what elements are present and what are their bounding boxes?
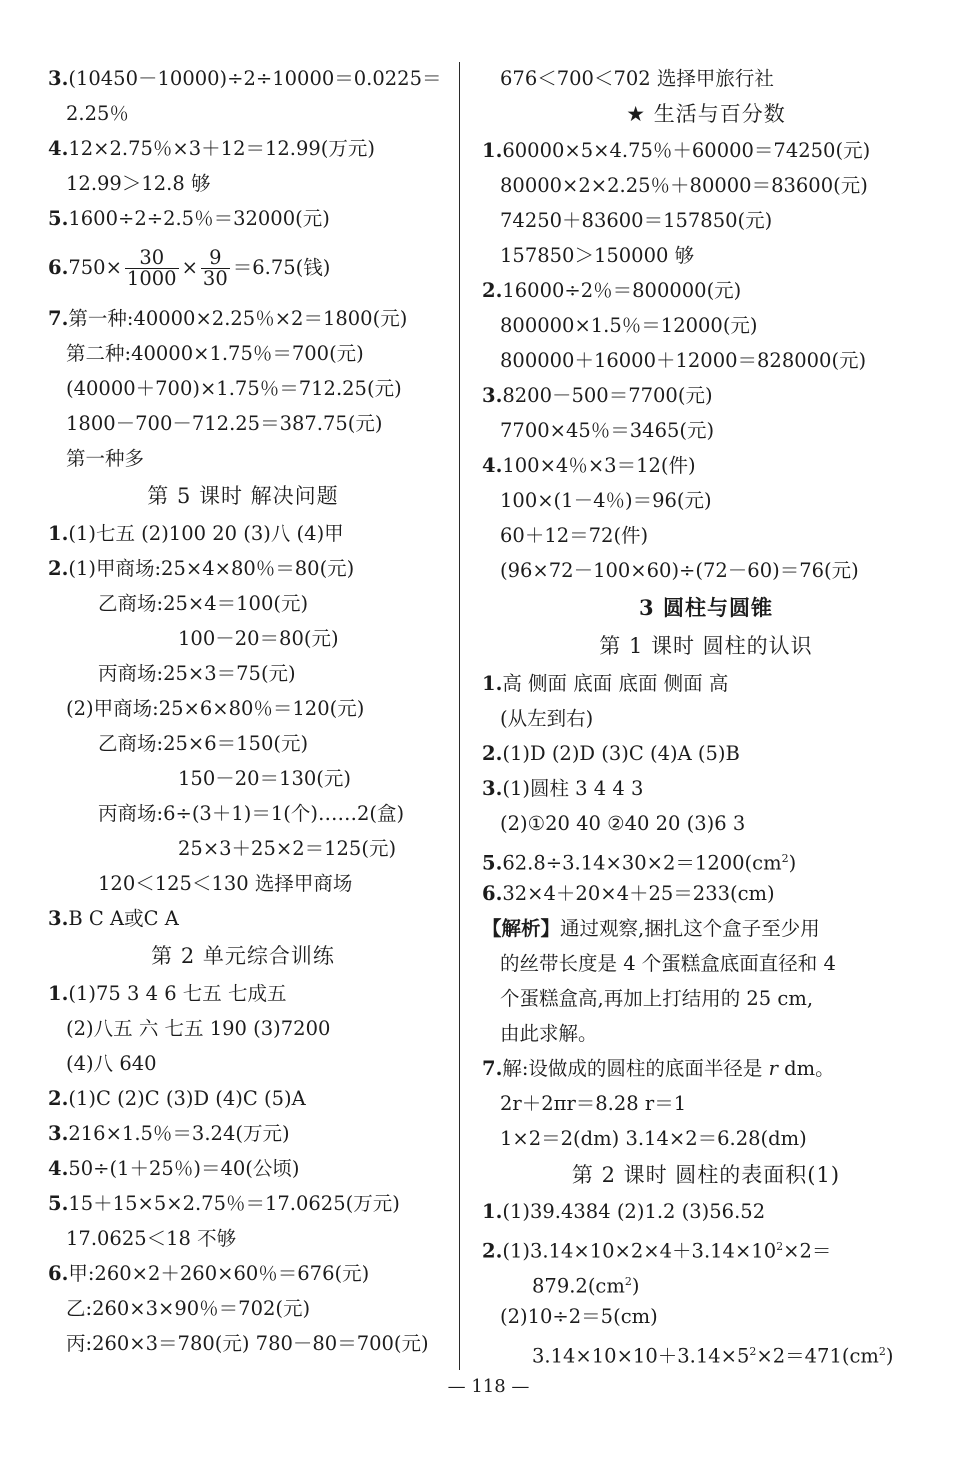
answer-line: 1.(1)七五 (2)100 20 (3)八 (4)甲: [48, 522, 344, 545]
analysis-label: 【解析】: [482, 917, 561, 940]
fraction: $\frac{9}{30}$: [202, 246, 228, 290]
answer-line: 3.B C A或C A: [48, 907, 179, 930]
answer-line: 100－20＝80(元): [178, 627, 339, 650]
answer-line: 100×(1－4％)＝96(元): [500, 489, 712, 512]
answer-line: 5.15＋15×5×2.75％＝17.0625(万元): [48, 1192, 400, 1215]
answer-line: 6.32×4＋20×4＋25＝233(cm): [482, 882, 775, 905]
answer-line: 2.25％: [66, 102, 129, 125]
answer-line: 2.(1)甲商场:25×4×80％＝80(元): [48, 557, 355, 580]
answer-line: 2.(1)D (2)D (3)C (4)A (5)B: [482, 742, 740, 765]
answer-line: (96×72－100×60)÷(72－60)＝76(元): [500, 559, 859, 582]
answer-line: 74250＋83600＝157850(元): [500, 209, 773, 232]
answer-line: $2.(1)3.14\times 10\times 2\times 4+3.14\times 10^2\times 2=$: [482, 1239, 832, 1263]
section-heading: 第 5 课时 解决问题: [147, 484, 339, 508]
answer-line: 12.99＞12.8 够: [66, 172, 211, 195]
answer-line: (2)①20 40 ②40 20 (3)6 3: [500, 812, 746, 835]
answer-line: 7700×45％＝3465(元): [500, 419, 715, 442]
answer-line: 120＜125＜130 选择甲商场: [98, 872, 353, 895]
answer-line: (40000＋700)×1.75％＝712.25(元): [66, 377, 402, 400]
answer-line: $5.62.8\div 3.14\times 30\times 2=1200(cm^2)$: [482, 851, 797, 875]
column-divider: [459, 62, 460, 1370]
answer-line: 6.甲:260×2＋260×60％＝676(元): [48, 1262, 370, 1285]
answer-line: 800000×1.5％＝12000(元): [500, 314, 758, 337]
section-heading: ★ 生活与百分数: [626, 102, 786, 126]
answer-line: 157850＞150000 够: [500, 244, 695, 267]
answer-line: $3.14\times 10\times 10+3.14\times 5^2\times 2=471(cm^2)$: [532, 1344, 894, 1368]
answer-line: 7.解:设做成的圆柱的底面半径是 r dm。: [482, 1057, 835, 1080]
answer-line: 丙商场:25×3＝75(元): [98, 662, 296, 685]
page-number: — 118 —: [447, 1376, 530, 1397]
answer-line: $879.2(cm^2)$: [532, 1274, 640, 1298]
answer-line: 800000＋16000＋12000＝828000(元): [500, 349, 867, 372]
answer-line: 乙:260×3×90％＝702(元): [66, 1297, 311, 1320]
answer-line: 2r＋2πr＝8.28 r＝1: [500, 1092, 687, 1115]
answer-line: 676＜700＜702 选择甲旅行社: [500, 67, 774, 90]
answer-line: 6.750× $\frac{30}{1000}$ × $\frac{9}{30}$ ＝6.75(钱): [48, 246, 331, 290]
answer-line: (2)10÷2＝5(cm): [500, 1305, 658, 1328]
answer-line: (2)甲商场:25×6×80％＝120(元): [66, 697, 365, 720]
answer-line: 3.216×1.5％＝3.24(万元): [48, 1122, 290, 1145]
answer-line: 4.50÷(1＋25％)＝40(公顷): [48, 1157, 300, 1180]
answer-line: 【解析】通过观察,捆扎这个盒子至少用: [482, 917, 820, 940]
answer-line: 的丝带长度是 4 个蛋糕盒底面直径和 4: [500, 952, 836, 975]
answer-line: 2.(1)C (2)C (3)D (4)C (5)A: [48, 1087, 306, 1110]
answer-line: 丙商场:6÷(3＋1)＝1(个)……2(盒): [98, 802, 405, 825]
section-heading: 第 1 课时 圆柱的认识: [599, 634, 813, 658]
answer-line: 3.(1)圆柱 3 4 4 3: [482, 777, 644, 800]
answer-line: 5.1600÷2÷2.5％＝32000(元): [48, 207, 330, 230]
answer-line: 1×2＝2(dm) 3.14×2＝6.28(dm): [500, 1127, 807, 1150]
answer-line: 1800－700－712.25＝387.75(元): [66, 412, 383, 435]
answer-line: 3.(10450－10000)÷2÷10000＝0.0225＝: [48, 67, 442, 90]
answer-line: 由此求解。: [500, 1022, 598, 1045]
answer-line: 80000×2×2.25％＋80000＝83600(元): [500, 174, 868, 197]
section-heading: 第 2 单元综合训练: [151, 944, 335, 968]
answer-line: 第二种:40000×1.75％＝700(元): [66, 342, 364, 365]
answer-line: 1.(1)75 3 4 6 七五 七成五: [48, 982, 287, 1005]
star-icon: ★: [626, 102, 647, 126]
section-heading: 第 2 课时 圆柱的表面积(1): [571, 1163, 841, 1187]
answer-line: 1.60000×5×4.75％＋60000＝74250(元): [482, 139, 871, 162]
answer-line: 丙:260×3＝780(元) 780－80＝700(元): [66, 1332, 429, 1355]
answer-line: 7.第一种:40000×2.25％×2＝1800(元): [48, 307, 408, 330]
answer-line: (从左到右): [500, 707, 594, 730]
answer-line: 乙商场:25×6＝150(元): [98, 732, 309, 755]
answer-line: 1.高 侧面 底面 底面 侧面 高: [482, 672, 729, 695]
answer-line: 3.8200－500＝7700(元): [482, 384, 713, 407]
answer-line: (2)八五 六 七五 190 (3)7200: [66, 1017, 331, 1040]
fraction: $\frac{30}{1000}$: [126, 246, 177, 290]
answer-line: 个蛋糕盒高,再加上打结用的 25 cm,: [500, 987, 814, 1010]
answer-line: 1.(1)39.4384 (2)1.2 (3)56.52: [482, 1200, 766, 1223]
answer-line: 17.0625＜18 不够: [66, 1227, 237, 1250]
answer-line: 第一种多: [66, 447, 145, 470]
answer-line: 60＋12＝72(件): [500, 524, 649, 547]
answer-line: 150－20＝130(元): [178, 767, 351, 790]
answer-line: (4)八 640: [66, 1052, 157, 1075]
answer-line: 乙商场:25×4＝100(元): [98, 592, 309, 615]
answer-line: 25×3＋25×2＝125(元): [178, 837, 397, 860]
chapter-heading: 3 圆柱与圆锥: [639, 595, 773, 620]
answer-line: 4.12×2.75％×3＋12＝12.99(万元): [48, 137, 376, 160]
answer-line: 4.100×4％×3＝12(件): [482, 454, 696, 477]
answer-line: 2.16000÷2％＝800000(元): [482, 279, 742, 302]
